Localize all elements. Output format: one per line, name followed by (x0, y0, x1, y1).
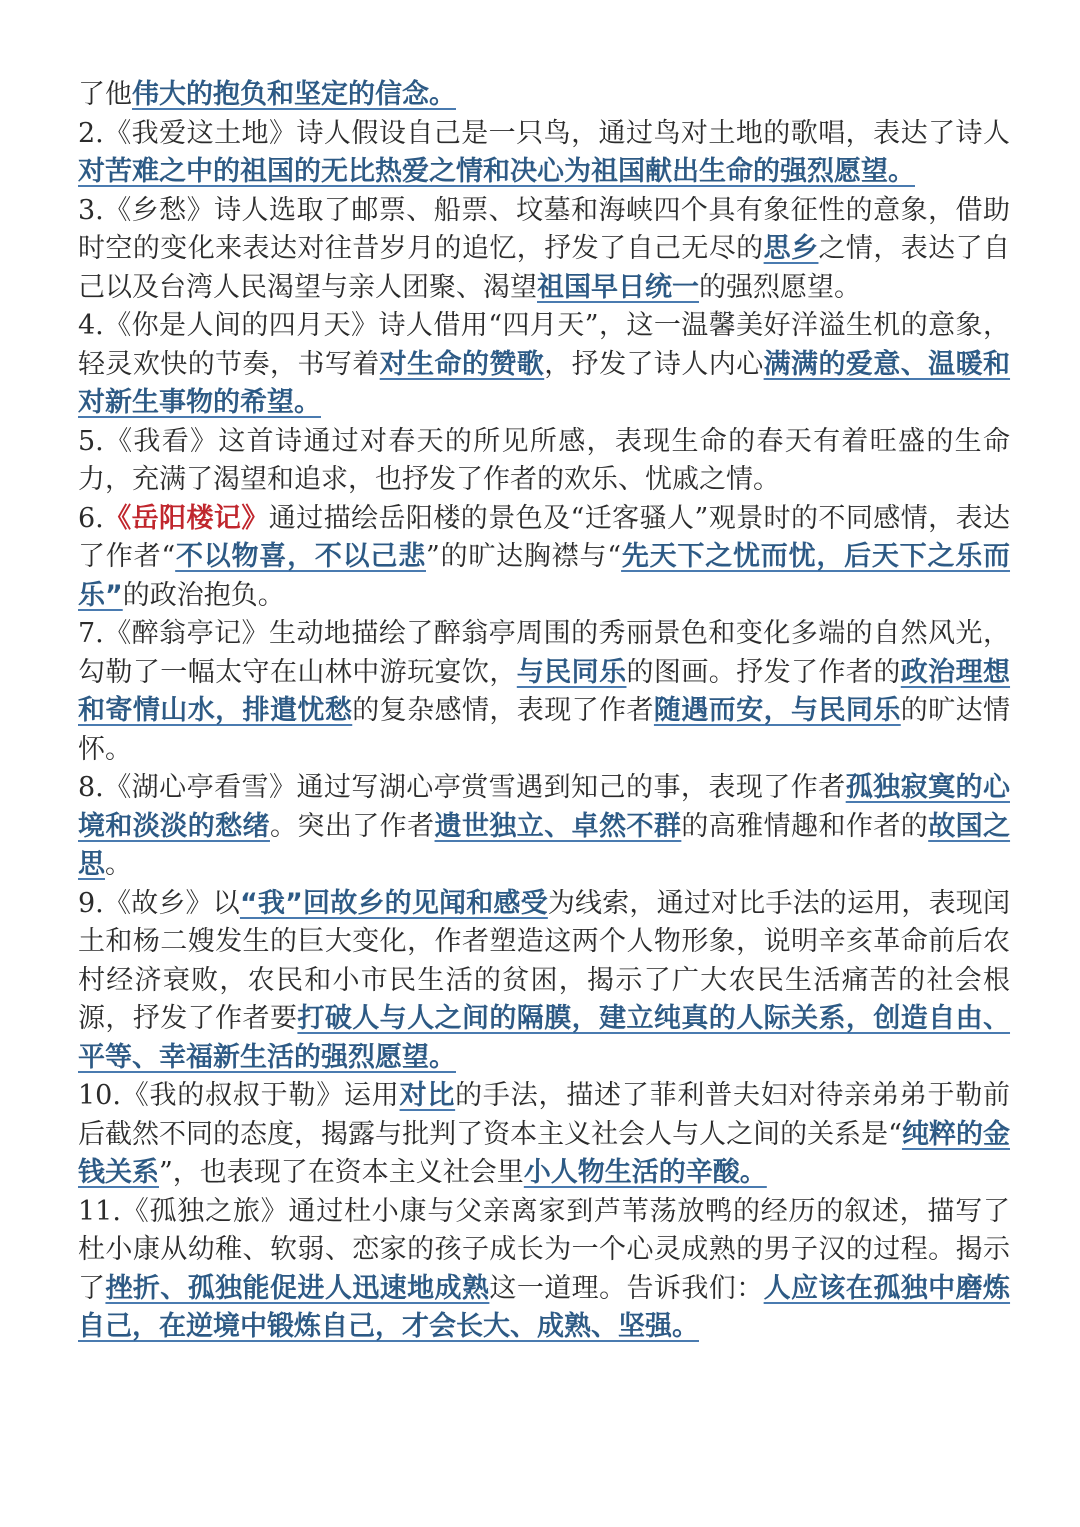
highlighted-phrase: 先天下之忧而忧，后天下之乐而乐” (78, 541, 1011, 611)
red-title-text: 《岳阳楼记》 (103, 502, 269, 534)
body-text: 的高雅情趣和作者的 (681, 810, 929, 842)
body-text: 为线索，通过对比手法的运用，表现闰土和杨二嫂发生的巨大变化，作者塑造这两个人物形象，说明辛亥革命前后农村经济衰败，农民和小市民生活的贫困，揭示了广大农民生活痛苦的社会根源，抒发了作者要 (78, 887, 1010, 1034)
body-text: 8.《湖心亭看雪》通过写湖心亭赏雪遇到知己的事，表现了作者 (78, 772, 846, 803)
highlighted-phrase: 祖国早日统一 (537, 271, 699, 303)
highlighted-phrase: 对比 (399, 1080, 456, 1111)
body-text: 4.《你是人间的四月天》诗人借用“四月天”，这一温馨美好洋溢生机的意象，轻灵欢快的节奏，书写着 (78, 310, 1010, 380)
body-text: 。突出了作者 (269, 810, 435, 842)
body-text: 。 (105, 849, 132, 880)
body-text: 9.《故乡》以 (78, 887, 240, 919)
body-text: 的手法，描述了菲利普夫妇对待亲弟弟于勒前后截然不同的态度，揭露与批判了资本主义社会人与人之间的关系是“ (78, 1080, 1011, 1150)
paragraph-9 (78, 885, 1010, 1078)
highlighted-phrase: 孤独寂寞的心境和淡淡的愁绪 (78, 772, 1010, 842)
highlighted-phrase: 随遇而安，与民同乐 (653, 695, 901, 726)
body-text: 的图画。抒发了作者的 (626, 656, 901, 688)
highlighted-phrase: 打破人与人之间的隔膜，建立纯真的人际关系，创造自由、平等、幸福新生活的强烈愿望。 (78, 1003, 1011, 1073)
paragraph-1 (78, 76, 1010, 115)
body-text: 3.《乡愁》诗人选取了邮票、船票、坟墓和海峡四个具有象征性的意象，借助时空的变化来表达对往昔岁月的追忆，抒发了自己无尽的 (78, 194, 1010, 264)
body-text: 7.《醉翁亭记》生动地描绘了醉翁亭周围的秀丽景色和变化多端的自然风光，勾勒了一幅太守在山林中游玩宴饮， (78, 618, 1010, 688)
body-text: 通过描绘岳阳楼的景色及“迁客骚人”观景时的不同感情，表达了作者“ (78, 502, 1011, 572)
highlighted-phrase: 挫折、孤独能促进人迅速地成熟 (105, 1272, 490, 1304)
paragraph-5 (78, 423, 1010, 500)
highlighted-phrase: 思乡 (763, 233, 819, 264)
paragraph-10 (78, 1077, 1010, 1193)
body-text: ，抒发了诗人内心 (544, 348, 764, 380)
paragraph-6 (78, 500, 1010, 616)
paragraph-4 (78, 307, 1010, 423)
highlighted-phrase: 满满的爱意、温暖和对新生事物的希望。 (78, 348, 1011, 418)
highlighted-phrase: 纯粹的金钱关系 (78, 1118, 1010, 1188)
paragraph-3 (78, 192, 1010, 308)
body-text: 的强烈愿望。 (699, 271, 861, 303)
highlighted-phrase: 小人物生活的辛酸。 (523, 1157, 767, 1188)
highlighted-phrase: 政治理想和寄情山水，排遣忧愁 (78, 656, 1011, 726)
highlighted-phrase: 与民同乐 (516, 656, 627, 688)
body-text: 之情，表达了自己以及台湾人民渴望与亲人团聚、渴望 (78, 233, 1011, 303)
paragraph-2 (78, 115, 1010, 192)
body-text: 的政治抱负。 (122, 579, 285, 611)
highlighted-phrase: 遗世独立、卓然不群 (434, 810, 682, 842)
highlighted-phrase: 对苦难之中的祖国的无比热爱之情和决心为祖国献出生命的强烈愿望。 (78, 156, 915, 187)
highlighted-phrase: 故国之思 (78, 810, 1011, 880)
highlighted-phrase: 人应该在孤独中磨炼自己，在逆境中锻炼自己，才会长大、成熟、坚强。 (78, 1272, 1011, 1342)
body-text: 了他 (78, 79, 132, 110)
body-text: 5.《我看》这首诗通过对春天的所见所感，表现生命的春天有着旺盛的生命力，充满了渴望和追求，也抒发了作者的欢乐、忧戚之情。 (78, 425, 1010, 495)
body-text: 10.《我的叔叔于勒》运用 (78, 1080, 400, 1111)
highlighted-phrase: 对生命的赞歌 (379, 348, 545, 380)
body-text: 的旷达情怀。 (78, 695, 1011, 765)
body-text: ”的旷达胸襟与“ (425, 541, 622, 572)
body-text: 这一道理。告诉我们： (489, 1272, 764, 1304)
highlighted-phrase: 伟大的抱负和坚定的信念。 (132, 79, 456, 110)
body-text: ”，也表现了在资本主义社会里 (159, 1157, 524, 1188)
body-text: 11.《孤独之旅》通过杜小康与父亲离家到芦苇荡放鸭的经历的叙述，描写了杜小康从幼稚、软弱、恋家的孩子成长为一个心灵成熟的男子汉的过程。揭示了 (78, 1195, 1010, 1304)
highlighted-phrase: “我”回故乡的见闻和感受 (239, 887, 548, 919)
body-text: 的复杂感情，表现了作者 (352, 695, 654, 726)
body-text: 2.《我爱这土地》诗人假设自己是一只鸟，通过鸟对土地的歌唱，表达了诗人 (78, 117, 1010, 149)
paragraph-8 (78, 769, 1010, 885)
paragraph-11 (78, 1193, 1010, 1347)
highlighted-phrase: 不以物喜，不以己悲 (175, 541, 426, 572)
body-text: 6. (78, 502, 104, 534)
paragraph-7 (78, 615, 1010, 769)
